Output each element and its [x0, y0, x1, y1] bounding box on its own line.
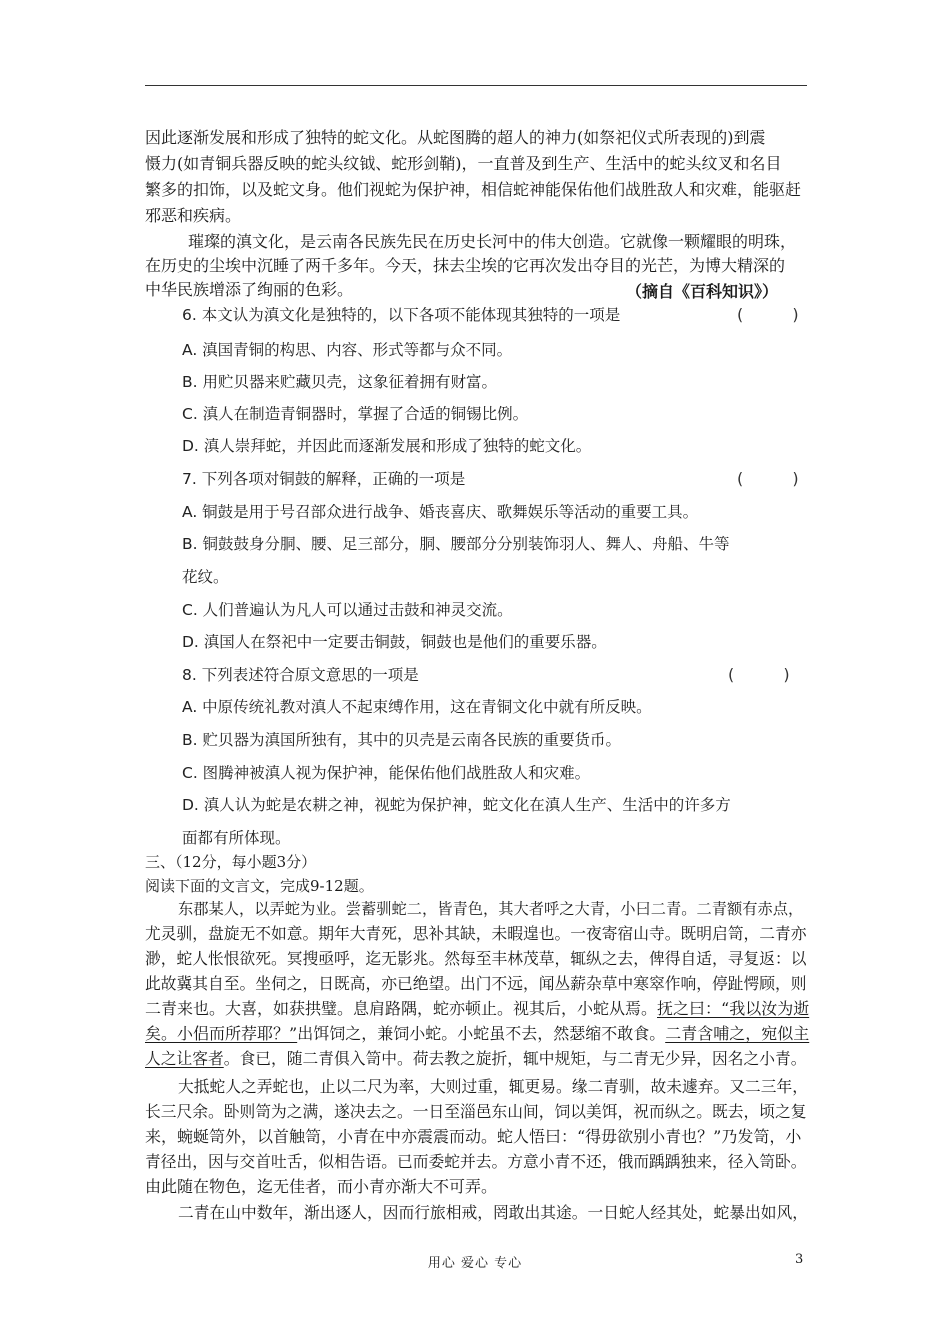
passage-line: 慑力(如青铜兵器反映的蛇头纹钺、蛇形剑鞘)，一直普及到生产、生活中的蛇头纹叉和名目	[145, 154, 782, 173]
classical-line	[145, 1024, 809, 1044]
header-rule	[145, 85, 807, 86]
classical-line: 青径出，因与交首吐舌，似相告语。已而委蛇并去。方意小青不还，俄而踽踽独来，径入笥卧。	[145, 1152, 807, 1171]
classical-line: 由此随在物色，迄无佳者，而小青亦渐大不可弄。	[145, 1177, 498, 1196]
passage-line: 璀璨的滇文化，是云南各民族先民在历史长河中的伟大创造。它就像一颗耀眼的明珠，	[188, 232, 797, 251]
footer-text: 用心 爱心 专心	[427, 1256, 523, 1271]
option-b: B. 贮贝器为滇国所独有，其中的贝壳是云南各民族的重要货币。	[182, 731, 621, 749]
option-c: C. 滇人在制造青铜器时，掌握了合适的铜锡比例。	[182, 405, 529, 423]
classical-text: 出饵饲之，兼饲小蛇。小蛇虽不去，然瑟缩不敢食。	[297, 1024, 666, 1043]
classical-line: 长三尺余。卧则笥为之满，遂决去之。一日至淄邑东山间，饲以美饵，祝而纵之。既去，顷之复	[145, 1102, 807, 1121]
option-b-continued: 花纹。	[182, 568, 229, 586]
underlined-sentence: 二青含哺之，宛似主	[665, 1024, 810, 1043]
classical-text: 二青来也。大喜，如获拱璧。息肩路隅，蛇亦顿止。视其后，小蛇从焉。	[145, 999, 658, 1018]
classical-line: 大抵蛇人之弄蛇也，止以二尺为率，大则过重，辄更易。缘二青驯，故未遽弃。又二三年，	[178, 1077, 808, 1096]
option-d: D. 滇人崇拜蛇，并因此而逐渐发展和形成了独特的蛇文化。	[182, 437, 592, 455]
answer-parentheses: ( )	[737, 469, 821, 488]
section-heading: 三、（12分，每小题3分）	[145, 853, 317, 871]
classical-line	[145, 999, 809, 1019]
answer-parentheses: ( )	[728, 665, 812, 684]
classical-line: 此故冀其自至。坐伺之，日既高，亦已绝望。出门不远，闻丛薪杂草中寒窣作响，停趾愕顾，则	[145, 974, 807, 993]
underlined-sentence: 矣。小侣而所荐耶？”	[145, 1024, 298, 1043]
classical-line: 尤灵驯，盘旋无不如意。期年大青死，思补其缺，未暇遑也。一夜寄宿山寺。既明启笥，二青亦	[145, 924, 807, 943]
option-c: C. 人们普遍认为凡人可以通过击鼓和神灵交流。	[182, 601, 513, 619]
question-stem: 8. 下列表述符合原文意思的一项是	[182, 666, 419, 684]
option-d: D. 滇人认为蛇是农耕之神，视蛇为保护神，蛇文化在滇人生产、生活中的许多方	[182, 796, 731, 814]
section-instruction: 阅读下面的文言文，完成9-12题。	[145, 877, 374, 895]
passage-line: 在历史的尘埃中沉睡了两千多年。今天，抹去尘埃的它再次发出夺目的光芒，为博大精深的	[145, 256, 786, 275]
passage-line: 中华民族增添了绚丽的色彩。	[145, 280, 354, 299]
classical-text: 。食已，随二青俱入笥中。荷去教之旋折，辄中规矩，与二青无少异，因名之小青。	[223, 1049, 807, 1068]
passage-line: 繁多的扣饰，以及蛇文身。他们视蛇为保护神，相信蛇神能保佑他们战胜敌人和灾难，能驱赶	[145, 180, 802, 199]
question-stem: 7. 下列各项对铜鼓的解释，正确的一项是	[182, 470, 466, 488]
underlined-sentence: 人之让客者	[145, 1049, 224, 1068]
classical-line: 来，蜿蜒笥外，以首触笥，小青在中亦震震而动。蛇人悟曰：“得毋欲别小青也？”乃发笥，小	[145, 1127, 802, 1146]
question-stem: 6. 本文认为滇文化是独特的，以下各项不能体现其独特的一项是	[182, 306, 621, 324]
option-c: C. 图腾神被滇人视为保护神，能保佑他们战胜敌人和灾难。	[182, 764, 591, 782]
classical-line: 二青在山中数年，渐出逐人，因而行旅相戒，罔敢出其途。一日蛇人经其处，蛇暴出如风，	[178, 1203, 808, 1222]
classical-line: 渺，蛇人怅恨欲死。冥搜亟呼，迄无影兆。然每至丰林茂草，辄纵之去，俾得自适，寻复返：以	[145, 949, 807, 968]
option-d: D. 滇国人在祭祀中一定要击铜鼓，铜鼓也是他们的重要乐器。	[182, 633, 607, 651]
underlined-sentence: 抚之曰：“我以汝为逝	[657, 999, 810, 1018]
option-a: A. 铜鼓是用于号召部众进行战争、婚丧喜庆、歌舞娱乐等活动的重要工具。	[182, 503, 699, 521]
option-d-continued: 面都有所体现。	[182, 829, 291, 847]
page-number: 3	[795, 1252, 804, 1267]
passage-line: 邪恶和疾病。	[145, 206, 242, 225]
answer-parentheses: ( )	[737, 305, 821, 324]
option-a: A. 中原传统礼教对滇人不起束缚作用，这在青铜文化中就有所反映。	[182, 698, 652, 716]
option-b: B. 铜鼓鼓身分胴、腰、足三部分，胴、腰部分分别装饰羽人、舞人、舟船、牛等	[182, 535, 730, 553]
classical-line	[145, 1049, 807, 1069]
option-b: B. 用贮贝器来贮藏贝壳，这象征着拥有财富。	[182, 373, 497, 391]
option-a: A. 滇国青铜的构思、内容、形式等都与众不同。	[182, 341, 513, 359]
passage-source: （摘自《百科知识》）	[626, 282, 779, 301]
classical-line: 东郡某人，以弄蛇为业。尝蓄驯蛇二，皆青色，其大者呼之大青，小曰二青。二青额有赤点，	[178, 900, 804, 918]
passage-line: 因此逐渐发展和形成了独特的蛇文化。从蛇图腾的超人的神力(如祭祀仪式所表现的)到震	[145, 128, 766, 147]
